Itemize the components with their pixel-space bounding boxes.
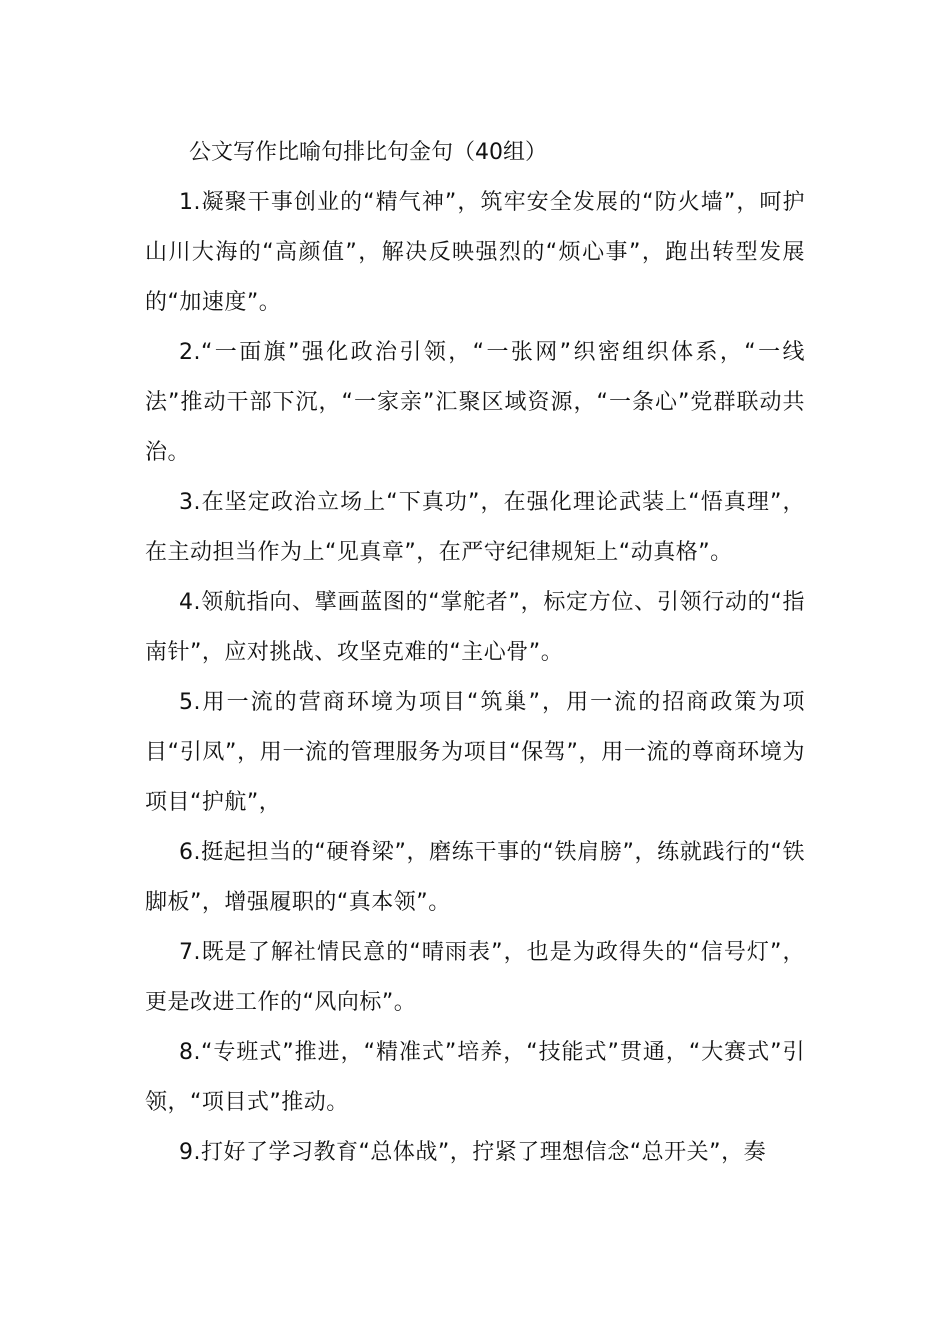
paragraph-6: 6.挺起担当的“硬脊梁”，磨练干事的“铁肩膀”，练就践行的“铁脚板”，增强履职的“真本领”。 [145, 840, 805, 915]
paragraph-1: 1.凝聚干事创业的“精气神”，筑牢安全发展的“防火墙”，呵护山川大海的“高颜值”，解决反映强烈的“烦心事”，跑出转型发展的“加速度”。 [145, 190, 805, 315]
document-title: 公文写作比喻句排比句金句（40组） [189, 140, 547, 165]
paragraph-7: 7.既是了解社情民意的“晴雨表”，也是为政得失的“信号灯”，更是改进工作的“风向标”。 [145, 940, 805, 1015]
paragraph-9: 9.打好了学习教育“总体战”，拧紧了理想信念“总开关”，奏 [179, 1140, 767, 1165]
paragraph-3: 3.在坚定政治立场上“下真功”，在强化理论武装上“悟真理”，在主动担当作为上“见真章”，在严守纪律规矩上“动真格”。 [145, 490, 805, 565]
document-body [145, 128, 805, 1178]
paragraph-2: 2.“一面旗”强化政治引领，“一张网”织密组织体系，“一线法”推动干部下沉，“一家亲”汇聚区域资源，“一条心”党群联动共治。 [145, 340, 805, 465]
paragraph-5: 5.用一流的营商环境为项目“筑巢”，用一流的招商政策为项目“引凤”，用一流的管理服务为项目“保驾”，用一流的尊商环境为项目“护航”， [145, 690, 805, 815]
paragraph-4: 4.领航指向、擘画蓝图的“掌舵者”，标定方位、引领行动的“指南针”，应对挑战、攻坚克难的“主心骨”。 [145, 590, 805, 665]
paragraph-8: 8.“专班式”推进，“精准式”培养，“技能式”贯通，“大赛式”引领，“项目式”推动。 [145, 1040, 805, 1115]
